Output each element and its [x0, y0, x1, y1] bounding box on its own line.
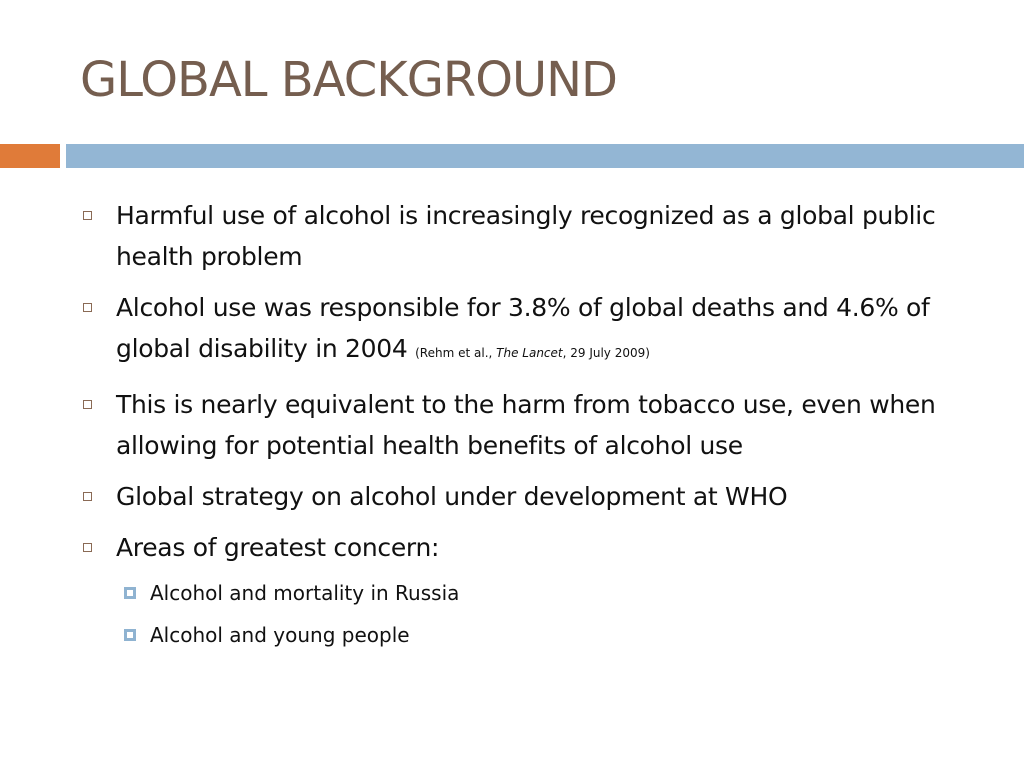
sub-bullet-item	[80, 620, 980, 650]
accent-bar-blue	[66, 144, 1024, 168]
bullet-item	[80, 527, 980, 568]
bullet-item	[80, 195, 980, 277]
bullet-item	[80, 476, 980, 517]
sub-bullet-text: Alcohol and young people	[150, 623, 410, 647]
bullet-text: This is nearly equivalent to the harm from tobacco use, even when allowing for potential health benefits of alcohol use	[116, 390, 936, 460]
bullet-text: Alcohol use was responsible for 3.8% of global deaths and 4.6% of global disability in 2004	[116, 293, 930, 363]
filled-square-icon	[124, 587, 136, 599]
hollow-square-icon	[83, 492, 92, 501]
bullet-text: Global strategy on alcohol under development at WHO	[116, 482, 788, 511]
citation-journal: The Lancet	[496, 346, 563, 360]
sub-bullet-text: Alcohol and mortality in Russia	[150, 581, 460, 605]
sub-bullet-item	[80, 578, 980, 608]
hollow-square-icon	[83, 211, 92, 220]
slide-title: GLOBAL BACKGROUND	[80, 52, 618, 108]
bullet-list	[80, 195, 980, 662]
accent-bar-orange	[0, 144, 60, 168]
hollow-square-icon	[83, 400, 92, 409]
bullet-item	[80, 287, 980, 374]
bullet-item	[80, 384, 980, 466]
hollow-square-icon	[83, 303, 92, 312]
citation-prefix: (Rehm et al.,	[415, 346, 497, 360]
citation	[415, 346, 650, 360]
hollow-square-icon	[83, 543, 92, 552]
bullet-text: Areas of greatest concern:	[116, 533, 440, 562]
filled-square-icon	[124, 629, 136, 641]
bullet-text: Harmful use of alcohol is increasingly recognized as a global public health problem	[116, 201, 936, 271]
citation-suffix: , 29 July 2009)	[562, 346, 650, 360]
